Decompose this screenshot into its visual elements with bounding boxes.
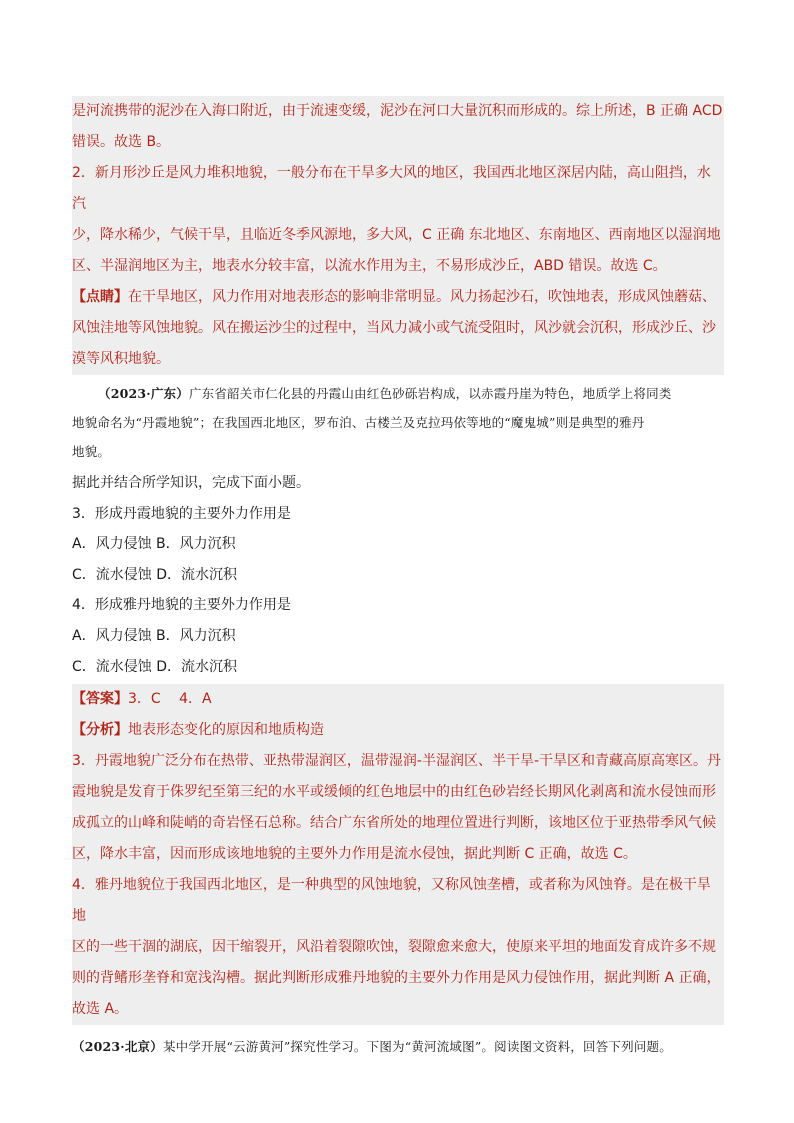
question-3-options-ab: A．风力侵蚀 B．风力沉积 <box>72 536 236 553</box>
tip-line <box>72 282 724 313</box>
stem-text: 广东省韶关市仁化县的丹霞山由红色砂砾岩构成，以赤霞丹崖为特色，地质学上将同类 <box>188 386 672 401</box>
answer-tag: 【答案】 <box>72 691 128 708</box>
q1-analysis-line: 是河流携带的泥沙在入海口附近，由于流速变缓，泥沙在河口大量沉积而形成的。综上所述，B 正确 ACD <box>72 103 723 119</box>
q3-analysis-line: 成孤立的山峰和陡峭的奇岩怪石总称。结合广东省所处的地理位置进行判断，该地区位于亚热带季风气候 <box>72 815 716 832</box>
question-intro: 据此并结合所学知识，完成下面小题。 <box>72 475 310 491</box>
q3-analysis-line: 霞地貌是发育于侏罗纪至第三纪的水平或缓倾的红色地层中的由红色砂岩经长期风化剥离和流水侵蚀而形 <box>72 784 716 801</box>
tail-text: 某中学开展“云游黄河”探究性学习。下图为“黄河流域图”。阅读图文资料，回答下列问题。 <box>162 1039 672 1055</box>
q4-analysis-line: 区的一些干涸的湖底，因干缩裂开，风沿着裂隙吹蚀，裂隙愈来愈大，使原来平坦的地面发育成许多不规 <box>72 939 716 956</box>
answer-text: 3．C 4．A <box>128 691 212 708</box>
tip-text: 在干旱地区，风力作用对地表形态的影响非常明显。风力扬起沙石，吹蚀地表，形成风蚀蘑菇、 <box>128 289 716 305</box>
tip-tag: 【点睛】 <box>72 289 128 305</box>
analysis-line <box>72 715 724 746</box>
q2-analysis-line: 区、半湿润地区为主，地表水分较丰富，以流水作用为主，不易形成沙丘，ABD 错误。故选 C。 <box>72 258 667 274</box>
question-3: 3．形成丹霞地貌的主要外力作用是 <box>72 505 291 522</box>
q1-analysis-line: 错误。故选 B。 <box>72 134 171 150</box>
question-4: 4．形成雅丹地貌的主要外力作用是 <box>72 597 291 614</box>
answer-block <box>72 684 724 1025</box>
answer-line <box>72 684 724 715</box>
question-stem <box>72 379 724 466</box>
analysis-tag: 【分析】 <box>72 722 128 739</box>
q2-analysis-line: 少，降水稀少，气候干旱，且临近冬季风源地，多大风，C 正确 东北地区、东南地区、西南地区以湿润地 <box>72 227 721 243</box>
question-4-options-ab: A．风力侵蚀 B．风力沉积 <box>72 627 236 644</box>
question-3-options-cd: C．流水侵蚀 D．流水沉积 <box>72 566 238 583</box>
tail-source: （2023·北京） <box>72 1039 163 1055</box>
q4-analysis-line: 4．雅丹地貌位于我国西北地区，是一种典型的风蚀地貌，又称风蚀垄槽，或者称为风蚀脊。是在极干旱地 <box>72 877 711 925</box>
stem-line <box>72 379 724 408</box>
stem-line: 地貌命名为“丹霞地貌”；在我国西北地区，罗布泊、古楼兰及克拉玛依等地的“魔鬼城”则是典型的雅丹 <box>72 415 645 430</box>
q3-analysis-line: 3．丹霞地貌广泛分布在热带、亚热带湿润区，温带湿润-半湿润区、半干旱-干旱区和青藏高原高寒区。丹 <box>72 753 722 770</box>
q4-analysis-line: 故选 A。 <box>72 1001 129 1018</box>
prev-analysis-block <box>72 96 724 375</box>
page-content <box>72 96 724 1061</box>
tip-line: 风蚀洼地等风蚀地貌。风在搬运沙尘的过程中，当风力减小或气流受阻时，风沙就会沉积，形成沙丘、沙 <box>72 320 716 336</box>
stem-line: 地貌。 <box>72 444 111 459</box>
analysis-text: 地表形态变化的原因和地质构造 <box>128 722 324 739</box>
q2-analysis-line: 2．新月形沙丘是风力堆积地貌，一般分布在干旱多大风的地区，我国西北地区深居内陆，高山阻挡，水汽 <box>72 165 711 212</box>
stem-source: （2023·广东） <box>98 386 189 401</box>
q4-analysis-line: 则的背鳍形垄脊和宽浅沟槽。据此判断形成雅丹地貌的主要外力作用是风力侵蚀作用，据此判断 A 正确， <box>72 970 721 987</box>
next-question-stem <box>72 1033 724 1061</box>
tip-line: 漠等风积地貌。 <box>72 351 170 367</box>
q3-analysis-line: 区，降水丰富，因而形成该地地貌的主要外力作用是流水侵蚀，据此判断 C 正确，故选 C。 <box>72 846 637 863</box>
question-4-options-cd: C．流水侵蚀 D．流水沉积 <box>72 658 238 675</box>
